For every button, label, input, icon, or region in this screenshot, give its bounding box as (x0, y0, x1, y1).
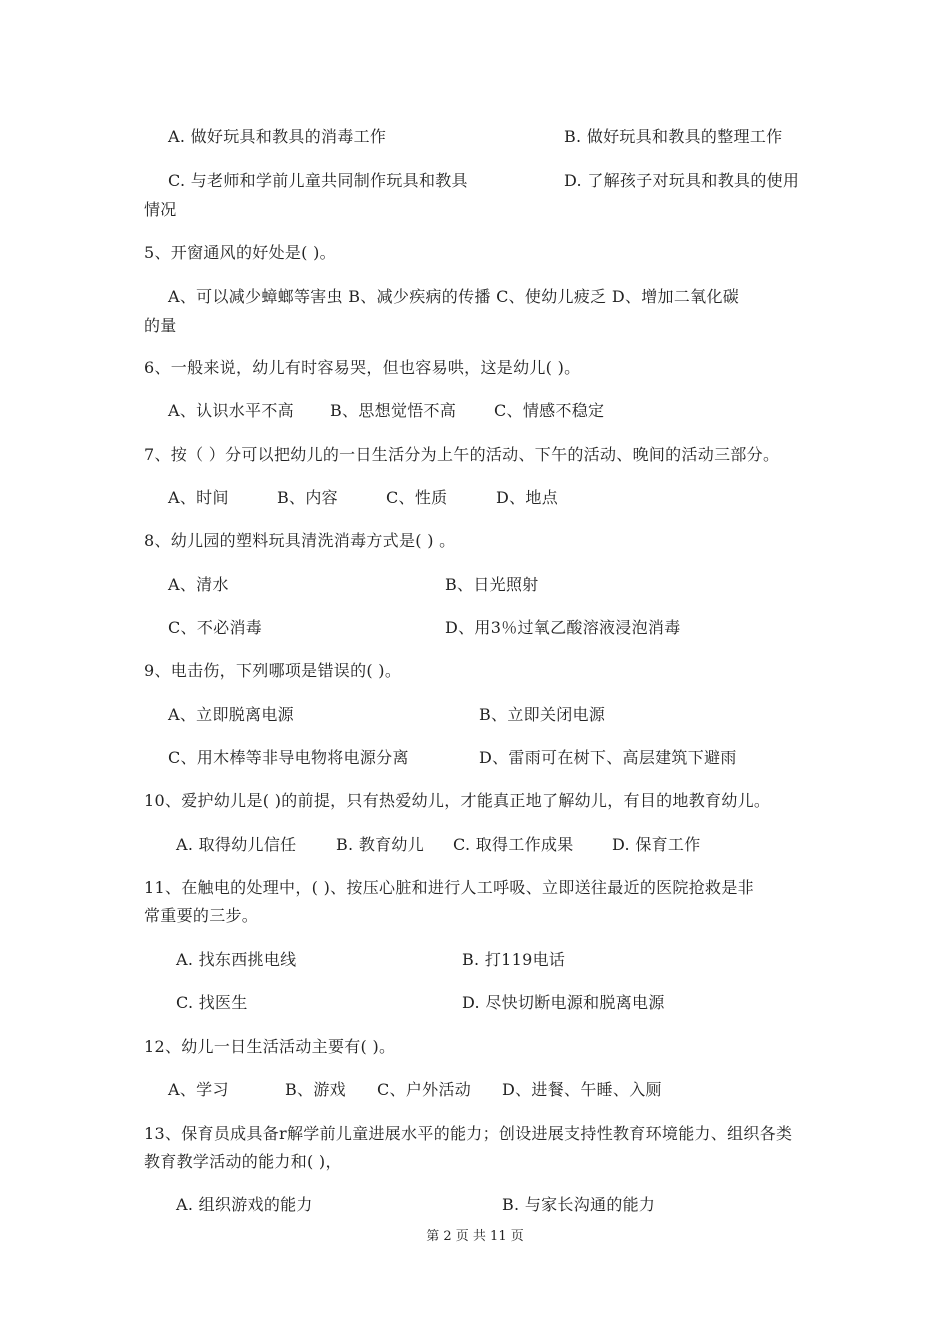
q11-stem-line-2: 常重要的三步。 (144, 906, 259, 925)
q8-option-c: C、不必消毒 (168, 618, 263, 637)
q6-stem: 6、一般来说，幼儿有时容易哭，但也容易哄，这是幼儿( )。 (144, 358, 581, 377)
q11-option-c: C. 找医生 (176, 993, 248, 1012)
q9-option-b: B、立即关闭电源 (479, 705, 606, 724)
q11-option-d: D. 尽快切断电源和脱离电源 (462, 993, 665, 1012)
q6-option-b: B、思想觉悟不高 (330, 401, 457, 420)
q9-stem: 9、电击伤，下列哪项是错误的( )。 (144, 661, 402, 680)
q13-stem-line-2: 教育教学活动的能力和( )， (144, 1152, 342, 1171)
q4-option-b: B. 做好玩具和教具的整理工作 (564, 127, 783, 146)
q10-option-a: A. 取得幼儿信任 (176, 835, 297, 854)
q4-option-d: D. 了解孩子对玩具和教具的使用 (564, 171, 800, 190)
q6-option-c: C、情感不稳定 (494, 401, 605, 420)
q13-stem-line-1: 13、保育员成具备r解学前儿童进展水平的能力；创设进展支持性教育环境能力、组织各类 (144, 1124, 793, 1143)
q11-option-b: B. 打119电话 (462, 950, 566, 969)
q8-option-d: D、用3％过氧乙酸溶液浸泡消毒 (445, 618, 681, 637)
q7-stem: 7、按（ ）分可以把幼儿的一日生活分为上午的活动、下午的活动、晚间的活动三部分。 (144, 445, 780, 464)
q12-option-a: A、学习 (168, 1080, 229, 1099)
q10-option-b: B. 教育幼儿 (336, 835, 425, 854)
q12-option-c: C、户外活动 (377, 1080, 472, 1099)
q7-option-c: C、性质 (386, 488, 448, 507)
q8-option-a: A、清水 (168, 575, 229, 594)
q10-option-d: D. 保育工作 (612, 835, 701, 854)
q7-option-d: D、地点 (496, 488, 559, 507)
q4-option-d-continued: 情况 (144, 200, 177, 219)
q6-option-a: A、认识水平不高 (168, 401, 294, 420)
q12-option-d: D、进餐、午睡、入厕 (502, 1080, 662, 1099)
q8-option-b: B、日光照射 (445, 575, 539, 594)
q4-option-c: C. 与老师和学前儿童共同制作玩具和教具 (168, 171, 468, 190)
page-number: 第 2 页 共 11 页 (426, 1229, 524, 1244)
q9-option-a: A、立即脱离电源 (168, 705, 294, 724)
q4-option-a: A. 做好玩具和教具的消毒工作 (168, 127, 387, 146)
q13-option-b: B. 与家长沟通的能力 (502, 1195, 656, 1214)
q5-options-continued: 的量 (144, 316, 177, 335)
q11-stem-line-1: 11、在触电的处理中，( )、按压心脏和进行人工呼吸、立即送往最近的医院抢救是非 (144, 878, 754, 897)
q12-option-b: B、游戏 (285, 1080, 346, 1099)
q5-stem: 5、开窗通风的好处是( )。 (144, 243, 336, 262)
q10-option-c: C. 取得工作成果 (453, 835, 574, 854)
q9-option-c: C、用木棒等非导电物将电源分离 (168, 748, 409, 767)
q13-option-a: A. 组织游戏的能力 (176, 1195, 313, 1214)
q9-option-d: D、雷雨可在树下、高层建筑下避雨 (479, 748, 737, 767)
q7-option-b: B、内容 (277, 488, 338, 507)
q10-stem: 10、爱护幼儿是( )的前提，只有热爱幼儿，才能真正地了解幼儿，有目的地教育幼儿。 (144, 791, 771, 810)
q5-options: A、可以减少蟑螂等害虫 B、减少疾病的传播 C、使幼儿疲乏 D、增加二氧化碳 (168, 287, 740, 306)
q12-stem: 12、幼儿一日生活活动主要有( )。 (144, 1037, 396, 1056)
q11-option-a: A. 找东西挑电线 (176, 950, 297, 969)
q7-option-a: A、时间 (168, 488, 229, 507)
q8-stem: 8、幼儿园的塑料玩具清洗消毒方式是( ) 。 (144, 531, 456, 550)
